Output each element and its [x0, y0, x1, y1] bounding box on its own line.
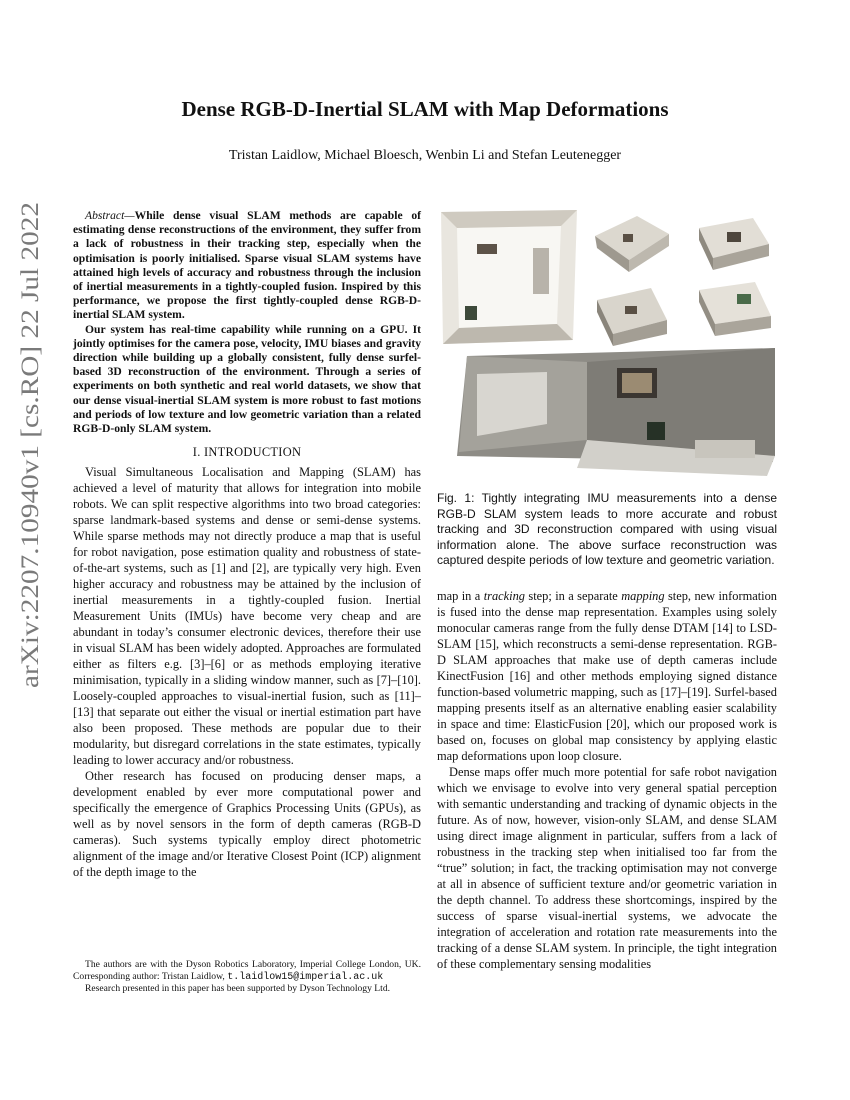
abstract-paragraph-1: While dense visual SLAM methods are capable of estimating dense reconstructions of the environment, they suffer from a lack of robustness in their tracking step, especially when the optimisation is poorly initialised. Sparse visual SLAM systems have attained high levels of accuracy and robustness through the inclusion of inertial measurements in a tightly-coupled fusion. Inspired by this performance, we propose the first tightly-coupled dense RGB-D-inertial SLAM system. [73, 209, 421, 322]
arxiv-stamp-svg [14, 200, 46, 690]
arxiv-identifier [14, 200, 46, 690]
top-down-reconstruction [441, 210, 577, 344]
isometric-view-4 [699, 282, 771, 336]
figure-1 [437, 206, 777, 482]
isometric-view-2 [699, 218, 769, 270]
right-paragraph-2: Dense maps offer much more potential for safe robot navigation which we envisage to evolve into very general spatial perception with semantic understanding and tracking of dynamic objects in the future. As of now, however, vision-only SLAM, and dense SLAM using direct image alignment in particular, suffers from a lack of robustness in the tracking step when initialised too far from the “true” solution; in fact, the tracking optimisation may not converge at all in absence of sufficient texture and/or geometric variation in the depth channel. To address these shortcomings, inspired by the success of sparse visual-inertial systems, we advocate the integration of acceleration and rotation rate measurements into the tracking of a dense SLAM system. In principle, the tight integration of these complementary sensing modalities [437, 765, 777, 971]
abstract [73, 209, 421, 436]
figure-caption: Fig. 1: Tightly integrating IMU measurements into a dense RGB-D SLAM system leads to more accurate and robust tracking and 3D reconstruction compared with using visual information alone. The above surface reconstruction was captured despite periods of low texture and geometric variation. [437, 491, 777, 567]
author-list: Tristan Laidlow, Michael Bloesch, Wenbin Li and Stefan Leutenegger [228, 148, 622, 163]
abstract-label: Abstract— [85, 209, 135, 222]
footnote-affiliation: The authors are with the Dyson Robotics Laboratory, Imperial College London, UK. Corresponding author: Tristan Laidlow, [73, 959, 421, 982]
right-paragraph-1: map in a tracking step; in a separate mapping step, new information is fused into the dense map representation. Examples using solely monocular cameras range from the fully dense DTAM [14] to LSD-SLAM [15], which reconstructs a semi-dense representation. RGB-D SLAM approaches that make use of depth cameras include KinectFusion [16] and other methods employing signed distance function-based volumetric mapping, such as [17]–[19]. Surfel-based mapping presents itself as an alternative enabling easier scalability in space and time: ElasticFusion [20], which our proposed work is based on, focuses on global map consistency by applying elastic map deformations upon loop closure. [437, 589, 777, 763]
isometric-view-1 [595, 216, 669, 272]
isometric-view-3 [597, 288, 667, 346]
right-column [437, 588, 777, 972]
footnote-email: t.laidlow15@imperial.ac.uk [227, 971, 384, 983]
arxiv-id-text: arXiv:2207.10940v1 [cs.RO] 22 Jul 2022 [17, 272, 44, 688]
room-perspective-reconstruction [457, 348, 775, 476]
intro-paragraph-1: Visual Simultaneous Localisation and Mapping (SLAM) has achieved a level of maturity that allows for integration into mobile robots. We can split respective algorithms into two broad categories: sparse landmark-based systems and dense or semi-dense systems. While sparse methods may not directly produce a map that is useful for robot navigation, pose estimation quality and robustness of state-of-the-art systems, such as [1] and [2], are typically very high. Even higher accuracy and robustness may be attained by the inclusion of inertial measurements in a tightly-coupled fusion. Inertial Measurement Units (IMUs) have become very cheap and are abundant in today’s consumer electronic devices, therefore their use in visual SLAM has been widely adopted. Approaches are formulated either as filters e.g. [3]–[6] or as methods employing iterative minimisation, typically in a sliding window manner, such as [7]–[10]. Loosely-coupled approaches to visual-inertial fusion, such as [11]–[13] that separate out either the visual or inertial estimation part have also been proposed. These methods are popular due to their modularity, but disregard correlations in the state estimates, typically leading to lower accuracy and/or robustness. [73, 465, 421, 768]
paper-title: Dense RGB-D-Inertial SLAM with Map Deformations [181, 97, 669, 121]
footnote [73, 959, 421, 995]
footnote-funding: Research presented in this paper has been supported by Dyson Technology Ltd. [85, 983, 391, 995]
left-column [73, 209, 421, 880]
intro-paragraph-2: Other research has focused on producing denser maps, a development enabled by ever more computational power and specifically the emergence of Graphics Processing Units (GPUs), as well as by novel sensors in the form of depth cameras (RGB-D cameras). Such systems typically employ direct photometric alignment of the image and/or Iterative Closest Point (ICP) alignment of the depth image to the [73, 769, 421, 880]
section-heading-introduction: I. INTRODUCTION [192, 445, 302, 460]
abstract-paragraph-2: Our system has real-time capability while running on a GPU. It jointly optimises for the camera pose, velocity, IMU biases and gravity direction while building up a globally consistent, fully dense surfel-based 3D reconstruction of the environment. Through a series of experiments on both synthetic and real world datasets, we show that our dense visual-inertial SLAM system is more robust to fast motions and periods of low texture and low geometric variation than a related RGB-D-only SLAM system. [73, 322, 421, 436]
reconstruction-images [437, 206, 777, 482]
